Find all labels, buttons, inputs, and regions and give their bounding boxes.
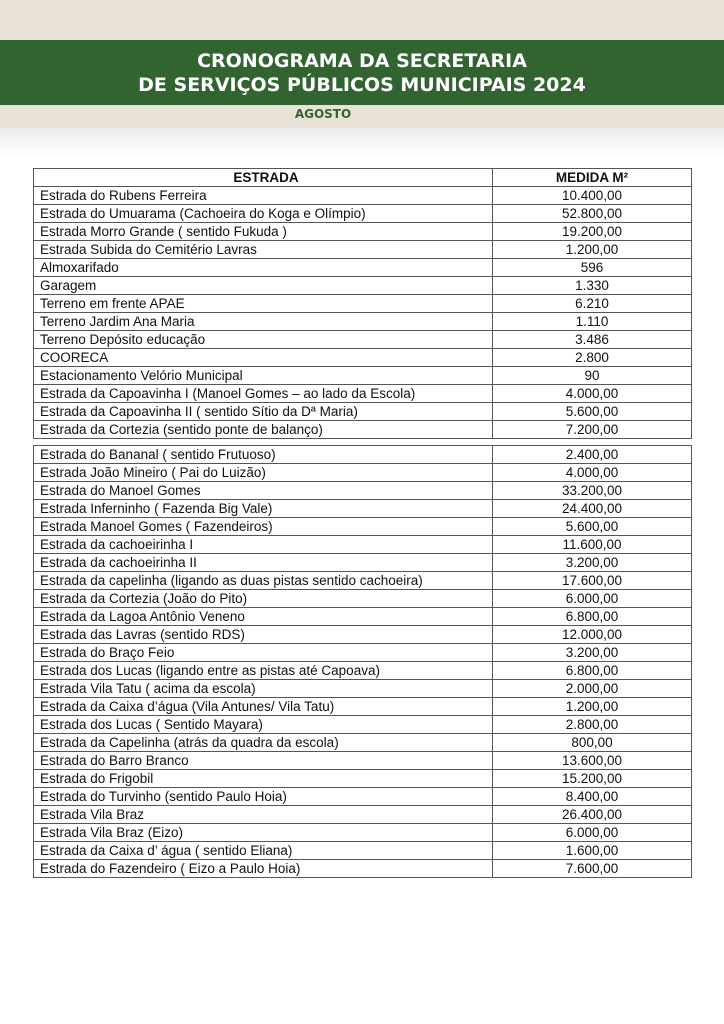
table-row — [34, 187, 692, 205]
area-value: 7.200,00 — [493, 421, 692, 439]
road-name: Estrada do Fazendeiro ( Eizo a Paulo Hoia) — [34, 860, 493, 878]
table-row — [34, 824, 692, 842]
title-line-1: CRONOGRAMA DA SECRETARIA — [197, 50, 527, 72]
area-value: 1.330 — [493, 277, 692, 295]
table-row — [34, 698, 692, 716]
area-value: 6.000,00 — [493, 590, 692, 608]
table-row — [34, 464, 692, 482]
area-value: 33.200,00 — [493, 482, 692, 500]
table-row — [34, 385, 692, 403]
area-value: 17.600,00 — [493, 572, 692, 590]
table-row — [34, 313, 692, 331]
area-value: 2.000,00 — [493, 680, 692, 698]
area-value: 6.000,00 — [493, 824, 692, 842]
table-row — [34, 223, 692, 241]
table-row — [34, 608, 692, 626]
road-name: Estrada João Mineiro ( Pai do Luizão) — [34, 464, 493, 482]
table-row — [34, 277, 692, 295]
road-name: Estrada Manoel Gomes ( Fazendeiros) — [34, 518, 493, 536]
table-row — [34, 331, 692, 349]
table-row — [34, 644, 692, 662]
area-value: 3.486 — [493, 331, 692, 349]
table-row — [34, 554, 692, 572]
road-name: Estrada dos Lucas ( Sentido Mayara) — [34, 716, 493, 734]
road-name: Estrada da Lagoa Antônio Veneno — [34, 608, 493, 626]
road-name: COORECA — [34, 349, 493, 367]
road-name: Garagem — [34, 277, 493, 295]
area-value: 6.210 — [493, 295, 692, 313]
area-value: 3.200,00 — [493, 554, 692, 572]
area-value: 800,00 — [493, 734, 692, 752]
road-name: Estrada do Rubens Ferreira — [34, 187, 493, 205]
area-value: 3.200,00 — [493, 644, 692, 662]
road-name: Estrada da Caixa d’ água ( sentido Eliana) — [34, 842, 493, 860]
road-name: Estrada da Cortezia (sentido ponte de balanço) — [34, 421, 493, 439]
roads-table-2 — [33, 445, 692, 878]
area-value: 11.600,00 — [493, 536, 692, 554]
table-row — [34, 403, 692, 421]
road-name: Estrada da cachoeirinha I — [34, 536, 493, 554]
area-value: 24.400,00 — [493, 500, 692, 518]
area-value: 5.600,00 — [493, 403, 692, 421]
road-name: Estrada das Lavras (sentido RDS) — [34, 626, 493, 644]
road-name: Estrada da capelinha (ligando as duas pistas sentido cachoeira) — [34, 572, 493, 590]
road-name: Estrada do Turvinho (sentido Paulo Hoia) — [34, 788, 493, 806]
road-name: Terreno Depósito educação — [34, 331, 493, 349]
road-name: Almoxarifado — [34, 259, 493, 277]
table-row — [34, 734, 692, 752]
road-name: Estrada do Frigobil — [34, 770, 493, 788]
area-value: 8.400,00 — [493, 788, 692, 806]
area-value: 2.400,00 — [493, 446, 692, 464]
table-row — [34, 518, 692, 536]
road-name: Estrada da cachoeirinha II — [34, 554, 493, 572]
area-value: 4.000,00 — [493, 464, 692, 482]
area-value: 90 — [493, 367, 692, 385]
table-row — [34, 590, 692, 608]
table-row — [34, 716, 692, 734]
month-label: AGOSTO — [294, 107, 352, 121]
road-name: Estrada Inferninho ( Fazenda Big Vale) — [34, 500, 493, 518]
area-value: 26.400,00 — [493, 806, 692, 824]
road-name: Estrada do Manoel Gomes — [34, 482, 493, 500]
road-name: Estrada Vila Braz (Eizo) — [34, 824, 493, 842]
table-row — [34, 572, 692, 590]
area-value: 6.800,00 — [493, 608, 692, 626]
table-row — [34, 295, 692, 313]
area-value: 2.800,00 — [493, 716, 692, 734]
table-row — [34, 482, 692, 500]
table-header — [34, 169, 692, 187]
area-value: 10.400,00 — [493, 187, 692, 205]
area-value: 6.800,00 — [493, 662, 692, 680]
road-name: Estrada do Bananal ( sentido Frutuoso) — [34, 446, 493, 464]
table-row — [34, 770, 692, 788]
area-value: 2.800 — [493, 349, 692, 367]
column-header-medida: MEDIDA M² — [493, 169, 692, 187]
table-row — [34, 241, 692, 259]
road-name: Estrada do Braço Feio — [34, 644, 493, 662]
area-value: 19.200,00 — [493, 223, 692, 241]
road-name: Estrada do Umuarama (Cachoeira do Koga e Olímpio) — [34, 205, 493, 223]
table-row — [34, 662, 692, 680]
road-name: Estrada dos Lucas (ligando entre as pistas até Capoava) — [34, 662, 493, 680]
road-name: Terreno Jardim Ana Maria — [34, 313, 493, 331]
table-row — [34, 500, 692, 518]
table-row — [34, 421, 692, 439]
area-value: 1.200,00 — [493, 241, 692, 259]
table-row — [34, 842, 692, 860]
area-value: 5.600,00 — [493, 518, 692, 536]
roads-table-1 — [33, 168, 692, 439]
area-value: 1.600,00 — [493, 842, 692, 860]
road-name: Estrada da Capoavinha I (Manoel Gomes – ao lado da Escola) — [34, 385, 493, 403]
table-row — [34, 367, 692, 385]
area-value: 1.110 — [493, 313, 692, 331]
table-row — [34, 788, 692, 806]
road-name: Estrada Vila Tatu ( acima da escola) — [34, 680, 493, 698]
table-row — [34, 752, 692, 770]
area-value: 4.000,00 — [493, 385, 692, 403]
title-line-2: DE SERVIÇOS PÚBLICOS MUNICIPAIS 2024 — [138, 74, 586, 96]
road-name: Estrada da Cortezia (João do Pito) — [34, 590, 493, 608]
table-row — [34, 806, 692, 824]
title-banner — [0, 40, 724, 105]
column-header-estrada: ESTRADA — [34, 169, 493, 187]
table-row — [34, 349, 692, 367]
road-name: Estrada da Capelinha (atrás da quadra da escola) — [34, 734, 493, 752]
road-name: Estrada do Barro Branco — [34, 752, 493, 770]
area-value: 7.600,00 — [493, 860, 692, 878]
road-name: Estrada da Capoavinha II ( sentido Sítio da Dª Maria) — [34, 403, 493, 421]
table-row — [34, 680, 692, 698]
table-row — [34, 259, 692, 277]
header-shadow — [0, 128, 724, 158]
table-row — [34, 205, 692, 223]
table-row — [34, 536, 692, 554]
table-row — [34, 860, 692, 878]
area-value: 1.200,00 — [493, 698, 692, 716]
area-value: 52.800,00 — [493, 205, 692, 223]
area-value: 13.600,00 — [493, 752, 692, 770]
area-value: 15.200,00 — [493, 770, 692, 788]
road-name: Estrada da Caixa d’água (Vila Antunes/ Vila Tatu) — [34, 698, 493, 716]
area-value: 12.000,00 — [493, 626, 692, 644]
area-value: 596 — [493, 259, 692, 277]
road-name: Estrada Morro Grande ( sentido Fukuda ) — [34, 223, 493, 241]
road-name: Estacionamento Velório Municipal — [34, 367, 493, 385]
road-name: Estrada Subida do Cemitério Lavras — [34, 241, 493, 259]
road-name: Estrada Vila Braz — [34, 806, 493, 824]
road-name: Terreno em frente APAE — [34, 295, 493, 313]
table-row — [34, 446, 692, 464]
table-row — [34, 626, 692, 644]
